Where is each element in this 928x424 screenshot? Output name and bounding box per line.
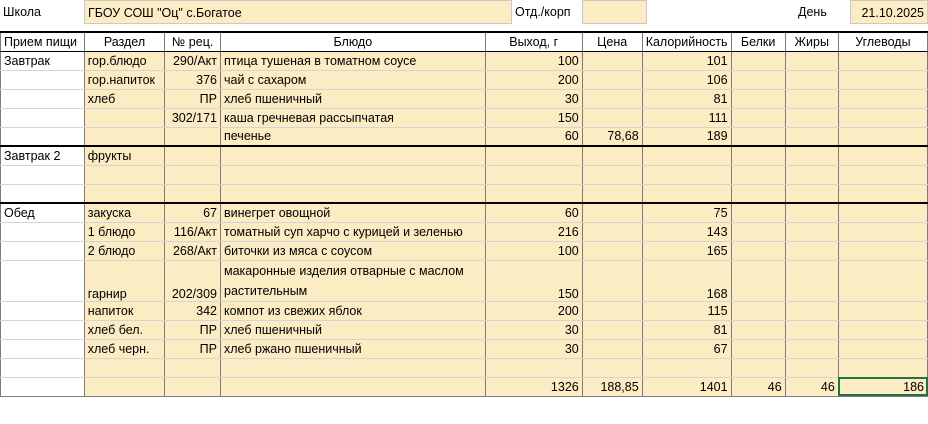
day-label: День bbox=[798, 5, 827, 19]
cell-kcal[interactable] bbox=[642, 358, 731, 377]
cell-carbs[interactable] bbox=[838, 222, 927, 241]
cell-protein[interactable] bbox=[731, 320, 785, 339]
cell-output[interactable] bbox=[485, 358, 582, 377]
cell-fat[interactable] bbox=[785, 51, 838, 70]
cell-recipe[interactable] bbox=[165, 358, 221, 377]
cell-section[interactable]: гарнир bbox=[84, 260, 165, 301]
cell-recipe[interactable] bbox=[165, 146, 221, 165]
cell-price[interactable] bbox=[582, 320, 642, 339]
cell-meal[interactable] bbox=[1, 358, 85, 377]
cell-carbs[interactable] bbox=[838, 358, 927, 377]
cell-output[interactable]: 30 bbox=[485, 339, 582, 358]
cell-protein[interactable] bbox=[731, 301, 785, 320]
cell-meal[interactable] bbox=[1, 89, 85, 108]
cell-dish[interactable]: хлеб пшеничный bbox=[221, 89, 486, 108]
cell-dish[interactable] bbox=[221, 184, 486, 203]
table-row bbox=[1, 184, 928, 203]
cell-meal[interactable]: Завтрак 2 bbox=[1, 146, 85, 165]
cell-dish[interactable]: хлеб пшеничный bbox=[221, 320, 486, 339]
table-row bbox=[1, 377, 928, 396]
cell-output[interactable]: 100 bbox=[485, 51, 582, 70]
cell-output[interactable]: 60 bbox=[485, 127, 582, 146]
table-row bbox=[1, 301, 928, 320]
cell-kcal[interactable] bbox=[642, 184, 731, 203]
cell-recipe[interactable]: ПР bbox=[165, 339, 221, 358]
column-header[interactable]: Калорийность bbox=[642, 32, 731, 51]
cell-dish[interactable]: каша гречневая рассыпчатая bbox=[221, 108, 486, 127]
cell-recipe[interactable]: ПР bbox=[165, 89, 221, 108]
cell-meal[interactable] bbox=[1, 260, 85, 301]
cell-output[interactable] bbox=[485, 146, 582, 165]
cell-output[interactable]: 200 bbox=[485, 301, 582, 320]
cell-kcal[interactable]: 168 bbox=[642, 260, 731, 301]
table-row bbox=[1, 70, 928, 89]
column-header[interactable]: Углеводы bbox=[838, 32, 927, 51]
column-header[interactable]: Блюдо bbox=[221, 32, 486, 51]
cell-meal[interactable] bbox=[1, 108, 85, 127]
cell-output[interactable]: 60 bbox=[485, 203, 582, 222]
cell-meal[interactable] bbox=[1, 70, 85, 89]
cell-meal[interactable] bbox=[1, 222, 85, 241]
cell-recipe[interactable]: 67 bbox=[165, 203, 221, 222]
cell-price[interactable] bbox=[582, 222, 642, 241]
cell-meal[interactable] bbox=[1, 241, 85, 260]
column-header[interactable]: Выход, г bbox=[485, 32, 582, 51]
cell-section[interactable]: гор.блюдо bbox=[84, 51, 165, 70]
cell-output[interactable]: 1326 bbox=[485, 377, 582, 396]
school-label: Школа bbox=[3, 5, 41, 19]
cell-recipe[interactable]: 302/171 bbox=[165, 108, 221, 127]
cell-price[interactable] bbox=[582, 339, 642, 358]
cell-carbs[interactable] bbox=[838, 260, 927, 301]
header-row bbox=[1, 32, 928, 51]
cell-dish[interactable] bbox=[221, 377, 486, 396]
cell-protein[interactable] bbox=[731, 89, 785, 108]
cell-kcal[interactable]: 143 bbox=[642, 222, 731, 241]
cell-price[interactable] bbox=[582, 146, 642, 165]
column-header[interactable]: № рец. bbox=[165, 32, 221, 51]
table-row bbox=[1, 51, 928, 70]
cell-kcal[interactable]: 1401 bbox=[642, 377, 731, 396]
cell-recipe[interactable] bbox=[165, 127, 221, 146]
cell-section[interactable] bbox=[84, 377, 165, 396]
cell-dish[interactable]: компот из свежих яблок bbox=[221, 301, 486, 320]
column-header[interactable]: Жиры bbox=[785, 32, 838, 51]
cell-price[interactable] bbox=[582, 108, 642, 127]
cell-section[interactable]: 1 блюдо bbox=[84, 222, 165, 241]
cell-protein[interactable] bbox=[731, 127, 785, 146]
cell-carbs[interactable] bbox=[838, 203, 927, 222]
cell-carbs[interactable] bbox=[838, 146, 927, 165]
cell-meal[interactable]: Завтрак bbox=[1, 51, 85, 70]
cell-recipe[interactable]: 342 bbox=[165, 301, 221, 320]
menu-table bbox=[0, 31, 928, 397]
cell-kcal[interactable]: 165 bbox=[642, 241, 731, 260]
school-value-cell[interactable]: ГБОУ СОШ "Оц" с.Богатое bbox=[84, 0, 512, 24]
cell-section[interactable] bbox=[84, 127, 165, 146]
cell-section[interactable] bbox=[84, 184, 165, 203]
cell-kcal[interactable]: 75 bbox=[642, 203, 731, 222]
cell-output[interactable]: 200 bbox=[485, 70, 582, 89]
cell-output[interactable]: 150 bbox=[485, 108, 582, 127]
cell-carbs[interactable] bbox=[838, 339, 927, 358]
cell-kcal[interactable]: 189 bbox=[642, 127, 731, 146]
cell-price[interactable] bbox=[582, 301, 642, 320]
cell-fat[interactable] bbox=[785, 127, 838, 146]
cell-section[interactable]: фрукты bbox=[84, 146, 165, 165]
cell-fat[interactable] bbox=[785, 146, 838, 165]
cell-price[interactable] bbox=[582, 241, 642, 260]
cell-dish[interactable] bbox=[221, 165, 486, 184]
cell-carbs[interactable] bbox=[838, 89, 927, 108]
cell-output[interactable] bbox=[485, 184, 582, 203]
cell-section[interactable]: 2 блюдо bbox=[84, 241, 165, 260]
cell-fat[interactable] bbox=[785, 89, 838, 108]
cell-fat[interactable] bbox=[785, 339, 838, 358]
cell-dish[interactable]: макаронные изделия отварные с маслом растительным bbox=[221, 260, 486, 301]
cell-output[interactable]: 100 bbox=[485, 241, 582, 260]
cell-dish[interactable]: хлеб ржано пшеничный bbox=[221, 339, 486, 358]
cell-fat[interactable] bbox=[785, 165, 838, 184]
cell-section[interactable]: гор.напиток bbox=[84, 70, 165, 89]
cell-price[interactable] bbox=[582, 184, 642, 203]
cell-price[interactable] bbox=[582, 165, 642, 184]
cell-output[interactable]: 216 bbox=[485, 222, 582, 241]
table-row bbox=[1, 89, 928, 108]
cell-dish[interactable]: винегрет овощной bbox=[221, 203, 486, 222]
cell-carbs[interactable] bbox=[838, 320, 927, 339]
dept-label: Отд./корп bbox=[515, 5, 571, 19]
cell-recipe[interactable]: 290/Акт bbox=[165, 51, 221, 70]
cell-recipe[interactable]: 116/Акт bbox=[165, 222, 221, 241]
cell-protein[interactable] bbox=[731, 203, 785, 222]
cell-protein[interactable] bbox=[731, 222, 785, 241]
cell-meal[interactable] bbox=[1, 184, 85, 203]
cell-protein[interactable] bbox=[731, 241, 785, 260]
cell-recipe[interactable]: 202/309 bbox=[165, 260, 221, 301]
cell-protein[interactable] bbox=[731, 165, 785, 184]
table-row bbox=[1, 203, 928, 222]
cell-carbs[interactable] bbox=[838, 127, 927, 146]
table-row bbox=[1, 358, 928, 377]
cell-section[interactable]: хлеб бел. bbox=[84, 320, 165, 339]
cell-price[interactable] bbox=[582, 203, 642, 222]
table-row bbox=[1, 146, 928, 165]
cell-kcal[interactable] bbox=[642, 165, 731, 184]
cell-fat[interactable] bbox=[785, 108, 838, 127]
cell-fat[interactable] bbox=[785, 203, 838, 222]
cell-fat[interactable] bbox=[785, 184, 838, 203]
cell-section[interactable]: напиток bbox=[84, 301, 165, 320]
cell-section[interactable] bbox=[84, 165, 165, 184]
cell-meal[interactable] bbox=[1, 127, 85, 146]
column-header[interactable]: Раздел bbox=[84, 32, 165, 51]
cell-kcal[interactable] bbox=[642, 146, 731, 165]
cell-output[interactable] bbox=[485, 165, 582, 184]
cell-fat[interactable] bbox=[785, 241, 838, 260]
cell-dish[interactable] bbox=[221, 358, 486, 377]
cell-fat[interactable]: 46 bbox=[785, 377, 838, 396]
cell-kcal[interactable]: 115 bbox=[642, 301, 731, 320]
cell-carbs[interactable] bbox=[838, 70, 927, 89]
cell-carbs[interactable] bbox=[838, 184, 927, 203]
cell-price[interactable]: 78,68 bbox=[582, 127, 642, 146]
cell-kcal[interactable]: 67 bbox=[642, 339, 731, 358]
cell-carbs[interactable] bbox=[838, 301, 927, 320]
cell-recipe[interactable]: 268/Акт bbox=[165, 241, 221, 260]
table-row bbox=[1, 320, 928, 339]
cell-price[interactable] bbox=[582, 358, 642, 377]
cell-protein[interactable] bbox=[731, 339, 785, 358]
cell-recipe[interactable]: 376 bbox=[165, 70, 221, 89]
cell-dish[interactable]: печенье bbox=[221, 127, 486, 146]
cell-protein[interactable] bbox=[731, 184, 785, 203]
cell-section[interactable]: хлеб bbox=[84, 89, 165, 108]
cell-protein[interactable] bbox=[731, 108, 785, 127]
cell-protein[interactable] bbox=[731, 146, 785, 165]
cell-protein[interactable] bbox=[731, 51, 785, 70]
table-row bbox=[1, 127, 928, 146]
cell-recipe[interactable]: ПР bbox=[165, 320, 221, 339]
cell-kcal[interactable]: 81 bbox=[642, 89, 731, 108]
cell-dish[interactable] bbox=[221, 146, 486, 165]
cell-dish[interactable]: птица тушеная в томатном соусе bbox=[221, 51, 486, 70]
table-row bbox=[1, 222, 928, 241]
cell-price[interactable] bbox=[582, 89, 642, 108]
column-header[interactable]: Белки bbox=[731, 32, 785, 51]
cell-recipe[interactable] bbox=[165, 377, 221, 396]
cell-output[interactable]: 150 bbox=[485, 260, 582, 301]
cell-fat[interactable] bbox=[785, 320, 838, 339]
cell-meal[interactable] bbox=[1, 320, 85, 339]
table-row bbox=[1, 108, 928, 127]
cell-section[interactable]: закуска bbox=[84, 203, 165, 222]
cell-protein[interactable] bbox=[731, 260, 785, 301]
cell-protein[interactable]: 46 bbox=[731, 377, 785, 396]
day-value-cell[interactable]: 21.10.2025 bbox=[850, 0, 928, 24]
table-row bbox=[1, 260, 928, 301]
table-row bbox=[1, 241, 928, 260]
cell-fat[interactable] bbox=[785, 358, 838, 377]
cell-output[interactable]: 30 bbox=[485, 89, 582, 108]
column-header[interactable]: Прием пищи bbox=[1, 32, 85, 51]
cell-price[interactable] bbox=[582, 51, 642, 70]
cell-protein[interactable] bbox=[731, 70, 785, 89]
cell-recipe[interactable] bbox=[165, 184, 221, 203]
cell-carbs[interactable] bbox=[838, 51, 927, 70]
cell-carbs[interactable] bbox=[838, 165, 927, 184]
cell-fat[interactable] bbox=[785, 222, 838, 241]
cell-kcal[interactable]: 106 bbox=[642, 70, 731, 89]
cell-protein[interactable] bbox=[731, 358, 785, 377]
cell-fat[interactable] bbox=[785, 70, 838, 89]
cell-dish[interactable]: чай с сахаром bbox=[221, 70, 486, 89]
cell-section[interactable] bbox=[84, 108, 165, 127]
cell-meal[interactable] bbox=[1, 301, 85, 320]
cell-dish[interactable]: томатный суп харчо с курицей и зеленью bbox=[221, 222, 486, 241]
cell-output[interactable]: 30 bbox=[485, 320, 582, 339]
cell-meal[interactable]: Обед bbox=[1, 203, 85, 222]
cell-carbs[interactable]: 186 bbox=[838, 377, 927, 396]
cell-price[interactable] bbox=[582, 70, 642, 89]
cell-section[interactable] bbox=[84, 358, 165, 377]
cell-fat[interactable] bbox=[785, 260, 838, 301]
table-row bbox=[1, 339, 928, 358]
cell-kcal[interactable]: 81 bbox=[642, 320, 731, 339]
cell-price[interactable]: 188,85 bbox=[582, 377, 642, 396]
table-row bbox=[1, 165, 928, 184]
cell-fat[interactable] bbox=[785, 301, 838, 320]
cell-price[interactable] bbox=[582, 260, 642, 301]
cell-carbs[interactable] bbox=[838, 241, 927, 260]
cell-section[interactable]: хлеб черн. bbox=[84, 339, 165, 358]
cell-recipe[interactable] bbox=[165, 165, 221, 184]
cell-meal[interactable] bbox=[1, 165, 85, 184]
cell-meal[interactable] bbox=[1, 339, 85, 358]
cell-dish[interactable]: биточки из мяса с соусом bbox=[221, 241, 486, 260]
column-header[interactable]: Цена bbox=[582, 32, 642, 51]
cell-meal[interactable] bbox=[1, 377, 85, 396]
cell-carbs[interactable] bbox=[838, 108, 927, 127]
cell-kcal[interactable]: 111 bbox=[642, 108, 731, 127]
cell-kcal[interactable]: 101 bbox=[642, 51, 731, 70]
dept-value-cell[interactable] bbox=[582, 0, 647, 24]
